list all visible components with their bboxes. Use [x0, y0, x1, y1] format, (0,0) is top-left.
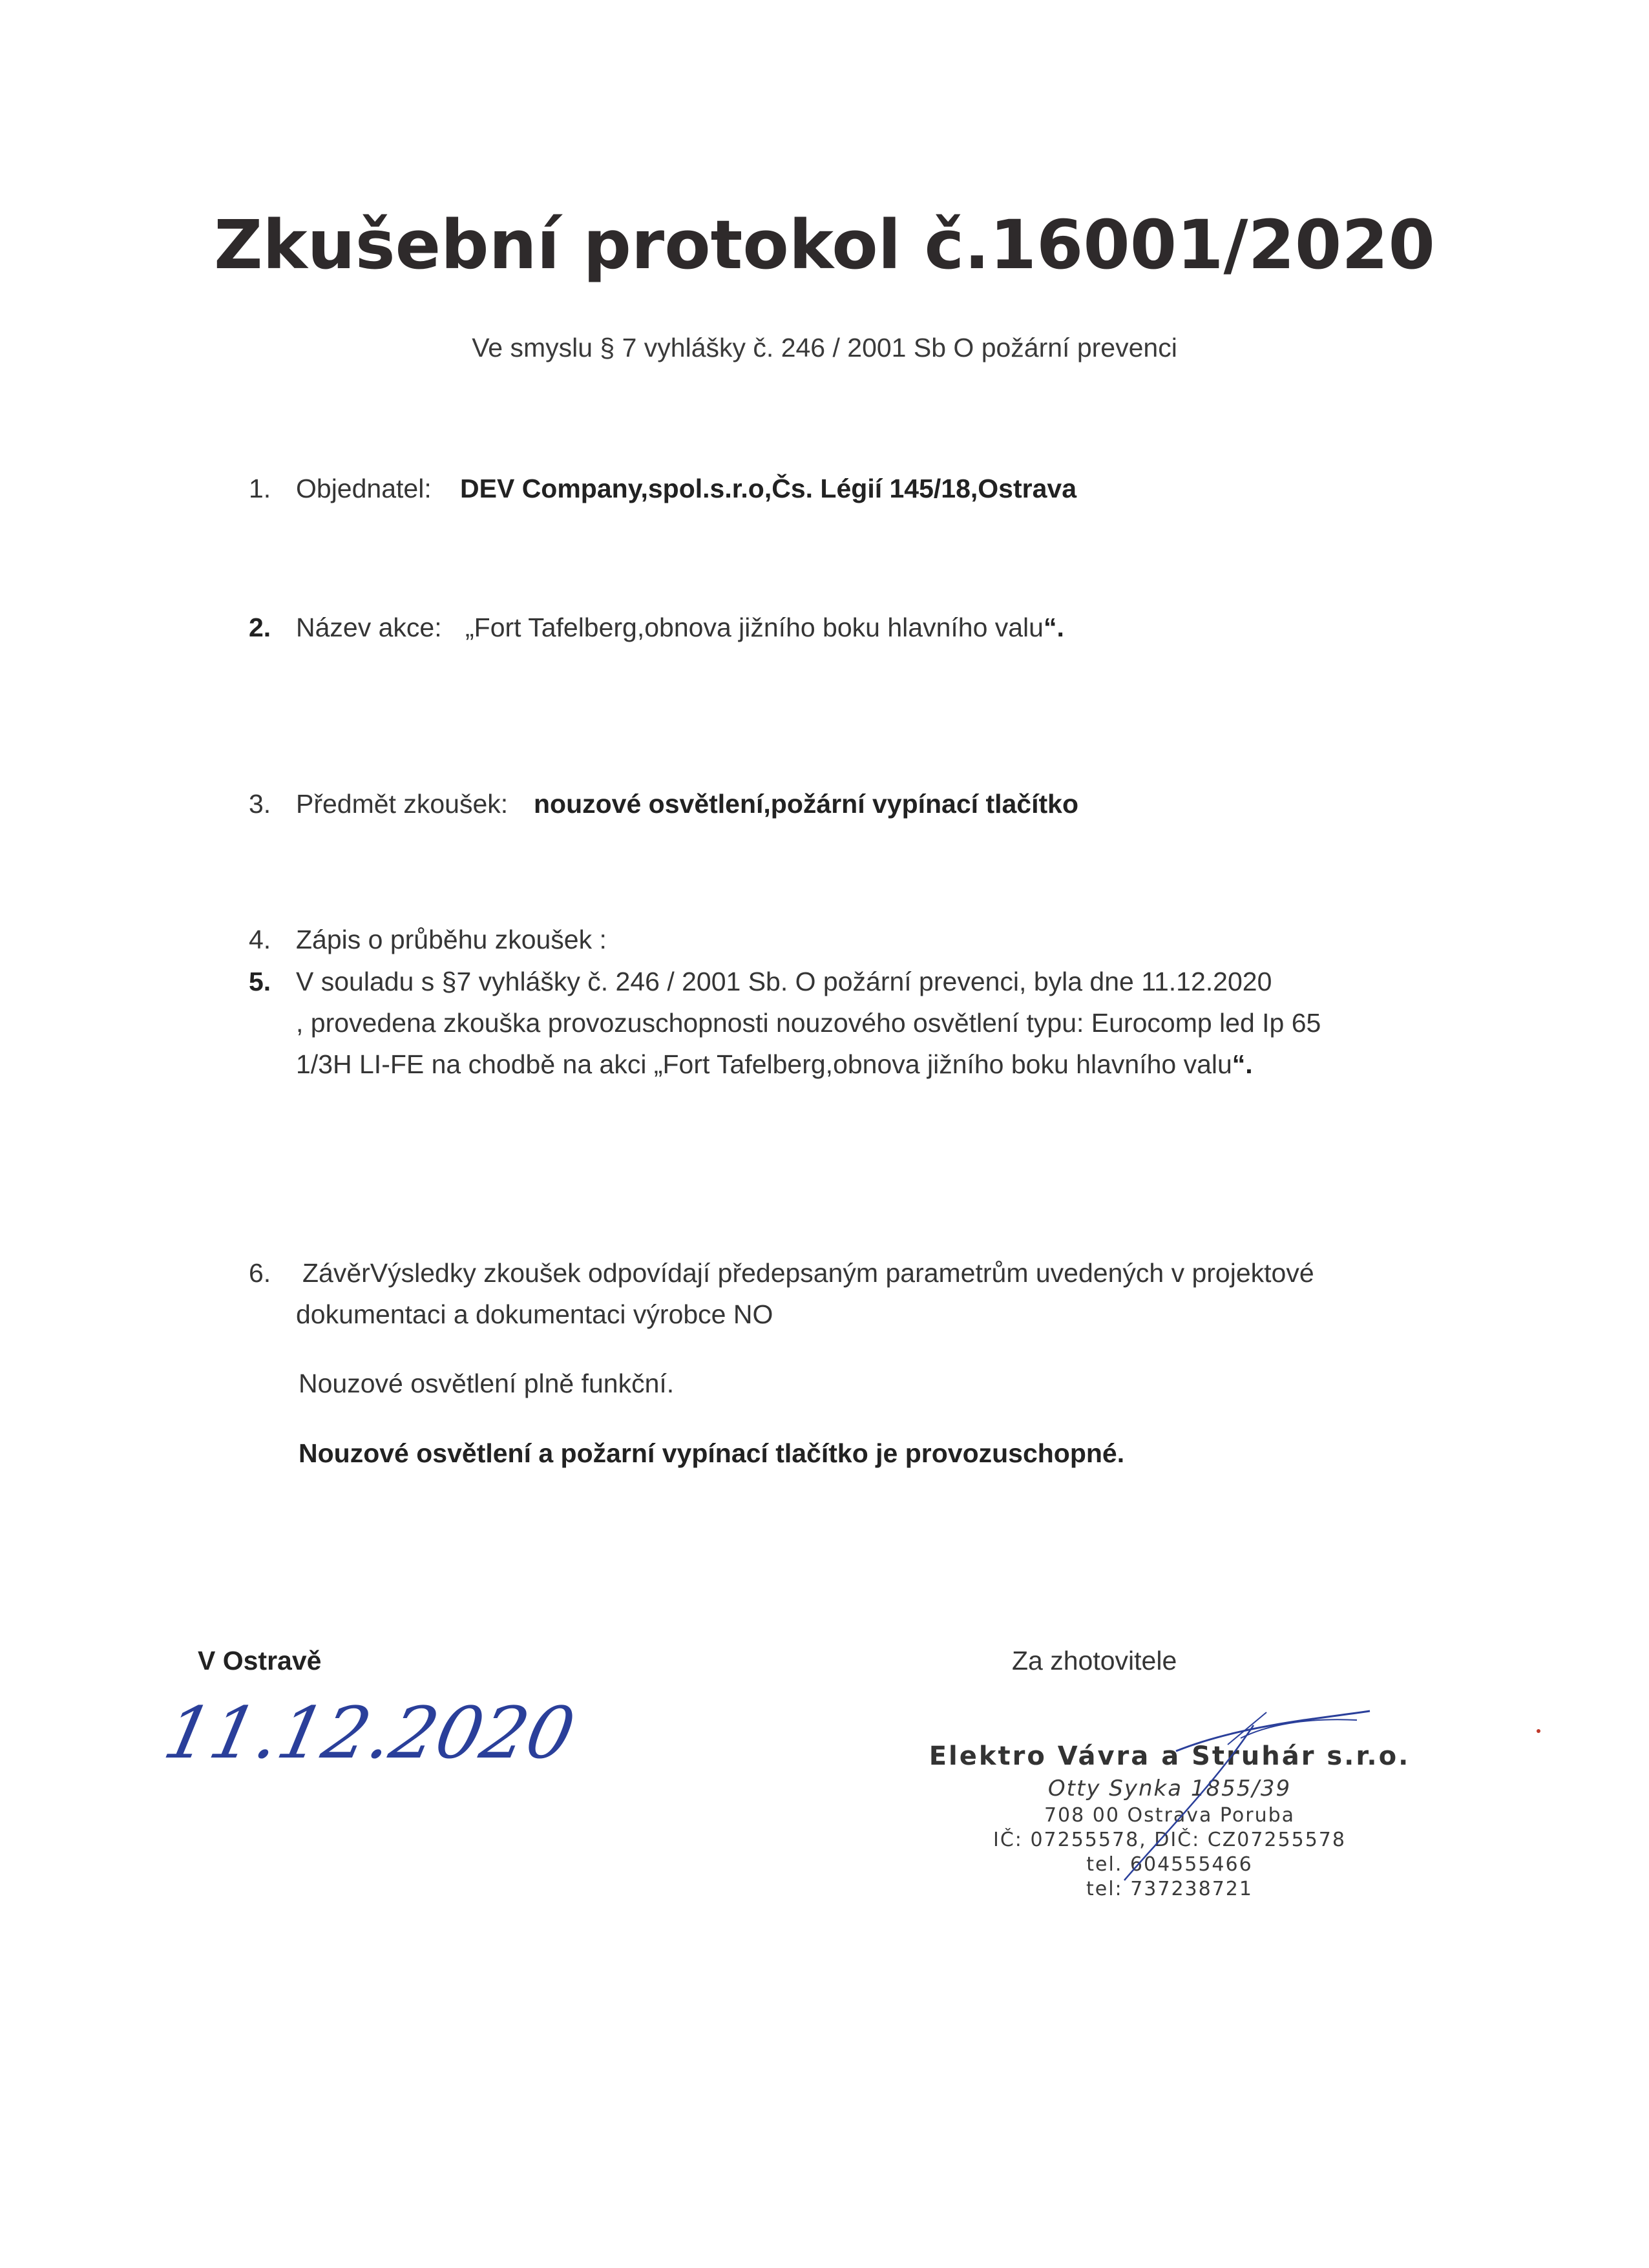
- item-5-line-3-quote: “.: [1232, 1049, 1253, 1079]
- document-subtitle: Ve smyslu § 7 vyhlášky č. 246 / 2001 Sb O požární prevenci: [472, 333, 1177, 362]
- company-stamp: [905, 1706, 1434, 1913]
- contractor-label: Za zhotovitele: [1012, 1646, 1177, 1675]
- stamp-city: 708 00 Ostrava Poruba: [1044, 1804, 1296, 1827]
- item-2-value: [465, 613, 1064, 643]
- handwritten-date-text: 11.12.2020: [157, 1692, 582, 1775]
- item-3-label: Předmět zkoušek:: [296, 789, 509, 819]
- item-number-3: 3.: [249, 789, 271, 819]
- item-number-4: 4.: [249, 925, 271, 954]
- item-5-line-1: V souladu s §7 vyhlášky č. 246 / 2001 Sb. O požární prevenci, byla dne 11.12.2020: [296, 967, 1272, 996]
- document-title: Zkušební protokol č.16001/2020: [214, 205, 1435, 284]
- item-1-value: DEV Company,spol.s.r.o,Čs. Légií 145/18,Ostrava: [460, 474, 1077, 503]
- item-number-2: 2.: [249, 613, 271, 642]
- signature-scribble: [905, 1706, 1434, 1913]
- item-2-label: Název akce:: [296, 613, 442, 642]
- item-6-line-2: dokumentaci a dokumentaci výrobce NO: [296, 1299, 773, 1329]
- item-6-note: Nouzové osvětlení plně funkční.: [299, 1369, 675, 1398]
- item-number-6: 6.: [249, 1258, 271, 1288]
- item-5-line-3-text: 1/3H LI-FE na chodbě na akci „Fort Tafelberg,obnova jižního boku hlavního valu: [296, 1049, 1232, 1079]
- item-1-label: Objednatel:: [296, 474, 432, 503]
- handwritten-date: [157, 1692, 582, 1783]
- stamp-ids: IČ: 07255578, DIČ: CZ07255578: [993, 1829, 1346, 1851]
- stamp-tel-2: tel: 737238721: [1086, 1878, 1253, 1900]
- stamp-company: Elektro Vávra a Struhár s.r.o.: [929, 1741, 1411, 1771]
- red-dot-mark: [1537, 1729, 1540, 1733]
- item-number-1: 1.: [249, 474, 271, 503]
- item-2-value-text: „Fort Tafelberg,obnova jižního boku hlavního valu: [465, 613, 1044, 642]
- stamp-tel-1: tel. 604555466: [1086, 1853, 1253, 1876]
- item-4-text: Zápis o průběhu zkoušek :: [296, 925, 607, 954]
- item-2-value-quote: “.: [1043, 613, 1064, 642]
- item-6-conclusion: Nouzové osvětlení a požarní vypínací tlačítko je provozuschopné.: [299, 1438, 1125, 1468]
- place-label: V Ostravě: [198, 1646, 322, 1675]
- item-3-value: nouzové osvětlení,požární vypínací tlačítko: [534, 789, 1078, 819]
- item-5-line-3: [296, 1049, 1253, 1080]
- stamp-street: Otty Synka 1855/39: [1047, 1776, 1292, 1801]
- item-6-line-1: ZávěrVýsledky zkoušek odpovídají předepsaným parametrům uvedených v projektové: [302, 1258, 1314, 1288]
- item-5-line-2: , provedena zkouška provozuschopnosti nouzového osvětlení typu: Eurocomp led Ip 65: [296, 1008, 1321, 1038]
- item-number-5: 5.: [249, 967, 271, 996]
